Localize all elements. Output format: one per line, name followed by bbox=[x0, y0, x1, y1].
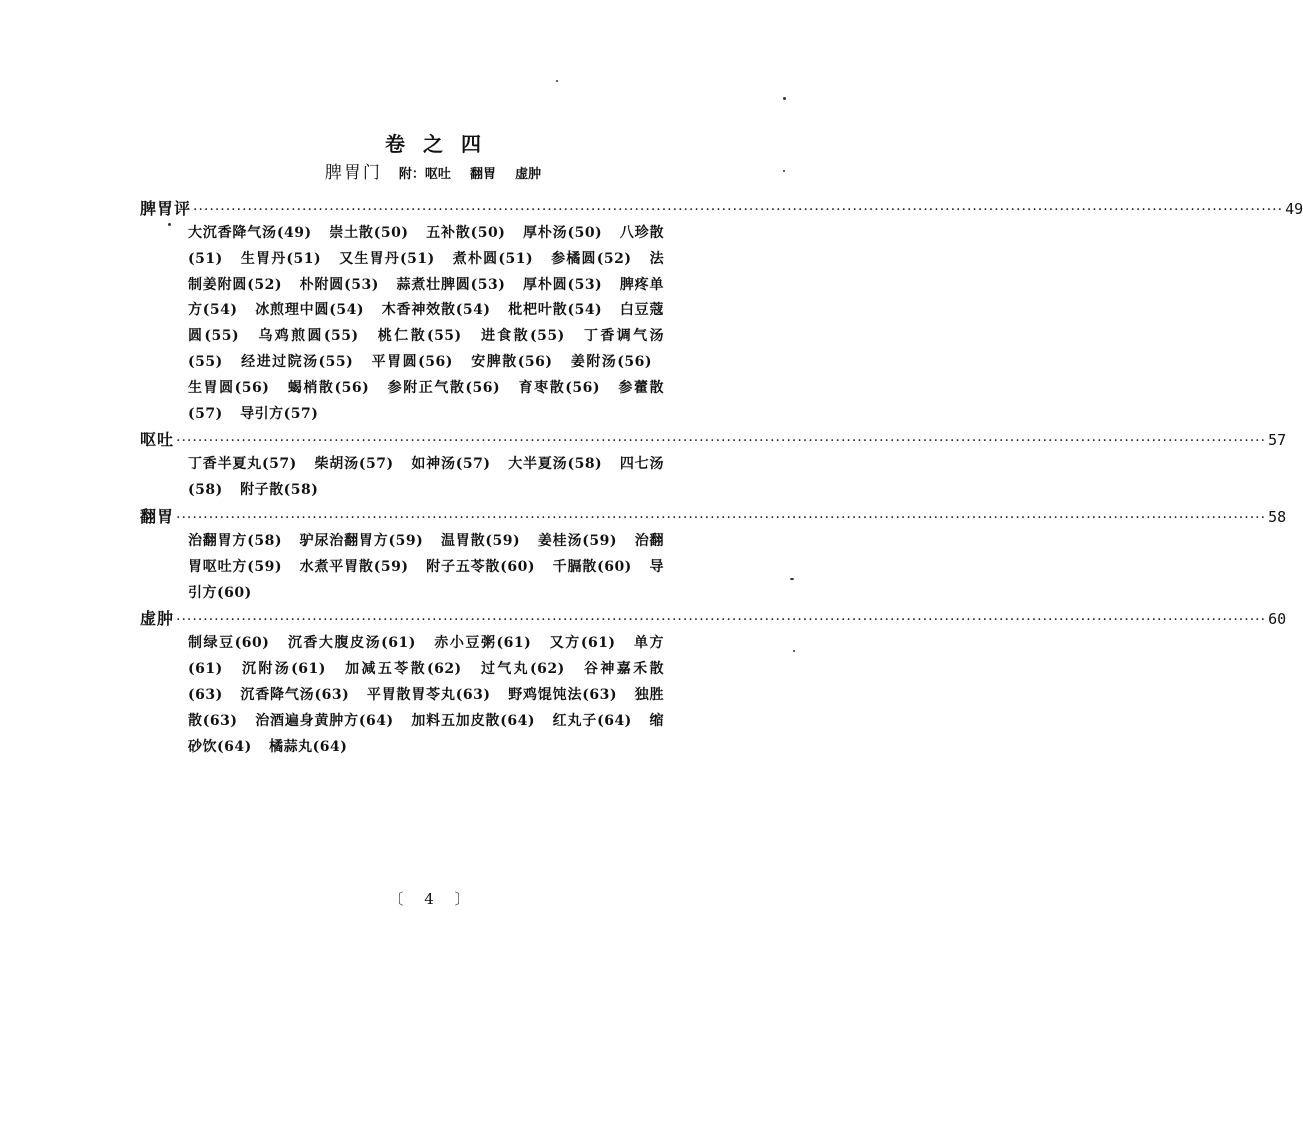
recipe-item: 驴尿治翻胃方(59) bbox=[299, 532, 424, 549]
table-of-contents bbox=[140, 196, 1303, 760]
recipe-item: 沉香大腹皮汤(61) bbox=[287, 635, 416, 652]
dot-leader: ········································································································································································································ bbox=[176, 509, 1267, 526]
recipe-item: 单方(61) bbox=[188, 635, 665, 678]
scan-speck bbox=[783, 97, 786, 100]
section-title: 脾胃门 bbox=[324, 163, 382, 183]
recipe-item: 姜桂汤(59) bbox=[537, 532, 617, 549]
recipe-item: 野鸡馄饨法(63) bbox=[508, 686, 617, 703]
recipe-item: 红丸子(64) bbox=[552, 712, 632, 729]
recipe-item: 枇杷叶散(54) bbox=[508, 302, 603, 319]
recipe-item: 乌鸡煎圆(55) bbox=[258, 328, 359, 345]
recipe-item: 大半夏汤(58) bbox=[508, 456, 603, 473]
recipe-item: 治酒遍身黄肿方(64) bbox=[255, 712, 394, 729]
scan-speck bbox=[793, 650, 795, 652]
recipe-item: 附子散(58) bbox=[240, 482, 319, 499]
recipe-item: 经进过院汤(55) bbox=[241, 353, 354, 370]
toc-entry bbox=[140, 504, 1287, 606]
scan-speck bbox=[556, 80, 558, 82]
recipe-item: 沉香降气汤(63) bbox=[240, 686, 350, 703]
toc-entry-heading bbox=[140, 196, 1303, 221]
recipe-item: 蒜煮壮脾圆(53) bbox=[396, 276, 506, 293]
recipe-list bbox=[188, 631, 664, 760]
recipe-item: 桃仁散(55) bbox=[377, 328, 462, 345]
toc-entry bbox=[140, 606, 1287, 760]
recipe-item: 过气丸(62) bbox=[480, 661, 565, 678]
recipe-item: 柴胡汤(57) bbox=[314, 456, 394, 473]
recipe-item: 又生胃丹(51) bbox=[339, 250, 435, 267]
recipe-item: 安脾散(56) bbox=[471, 353, 553, 370]
recipe-item: 治翻胃呕吐方(59) bbox=[188, 532, 664, 575]
toc-entry-page: 57 bbox=[1268, 431, 1287, 450]
recipe-item: 大沉香降气汤(49) bbox=[188, 225, 312, 241]
recipe-item: 丁香调气汤(55) bbox=[188, 328, 665, 370]
recipe-item: 丁香半夏丸(57) bbox=[188, 456, 297, 473]
toc-entry-page: 60 bbox=[1268, 610, 1287, 629]
scan-speck bbox=[168, 223, 171, 226]
toc-entry-title: 翻胃 bbox=[140, 506, 175, 526]
recipe-list bbox=[188, 452, 664, 504]
recipe-item: 加减五苓散(62) bbox=[345, 661, 462, 678]
recipe-list bbox=[188, 529, 664, 606]
recipe-item: 进食散(55) bbox=[480, 328, 565, 345]
recipe-item: 参橘圆(52) bbox=[551, 250, 632, 267]
recipe-item: 参藿散(57) bbox=[188, 379, 665, 422]
toc-entry-title: 呕吐 bbox=[140, 430, 175, 450]
recipe-item: 八珍散(51) bbox=[188, 225, 664, 267]
toc-entry-page: 58 bbox=[1268, 507, 1287, 526]
recipe-item: 千膈散(60) bbox=[552, 558, 632, 575]
recipe-item: 导引方(60) bbox=[188, 558, 664, 601]
recipe-item: 五补散(50) bbox=[426, 225, 506, 241]
recipe-item: 四七汤(58) bbox=[188, 456, 664, 499]
volume-title: 卷之四 bbox=[385, 132, 499, 156]
recipe-item: 缩砂饮(64) bbox=[188, 712, 664, 755]
recipe-item: 煮朴圆(51) bbox=[452, 250, 534, 267]
appendix-item: 虚肿 bbox=[515, 167, 542, 182]
recipe-item: 如神汤(57) bbox=[411, 456, 491, 473]
recipe-item: 姜附汤(56) bbox=[570, 353, 653, 370]
recipe-item: 参附正气散(56) bbox=[387, 379, 501, 396]
recipe-item: 加料五加皮散(64) bbox=[411, 712, 535, 729]
recipe-item: 橘蒜丸(64) bbox=[269, 738, 348, 755]
toc-entry-page: 49 bbox=[1285, 200, 1303, 218]
recipe-list bbox=[188, 221, 664, 427]
appendix-label: 附：呕吐 bbox=[398, 167, 451, 182]
recipe-item: 导引方(57) bbox=[240, 405, 319, 422]
recipe-item: 生胃圆(56) bbox=[188, 379, 270, 396]
recipe-item: 木香神效散(54) bbox=[381, 302, 491, 319]
toc-entry-heading bbox=[140, 504, 1287, 529]
toc-entry-title: 脾胃评 bbox=[140, 199, 192, 218]
recipe-item: 朴附圆(53) bbox=[299, 276, 379, 293]
dot-leader: ········································································································································································································ bbox=[176, 612, 1267, 629]
toc-entry bbox=[140, 427, 1287, 504]
recipe-item: 白豆蔻圆(55) bbox=[188, 302, 664, 345]
recipe-item: 平胃散胃苓丸(63) bbox=[366, 686, 491, 703]
dot-leader: ········································································································································································································ bbox=[193, 202, 1284, 218]
recipe-item: 平胃圆(56) bbox=[371, 353, 453, 370]
toc-entry-title: 虚肿 bbox=[140, 609, 175, 629]
toc-entry bbox=[140, 196, 1303, 427]
scan-speck bbox=[783, 170, 785, 172]
toc-entry-heading bbox=[140, 427, 1287, 452]
recipe-item: 又方(61) bbox=[549, 635, 616, 652]
toc-entry-heading bbox=[140, 606, 1287, 631]
recipe-item: 冰煎理中圆(54) bbox=[255, 302, 365, 319]
recipe-item: 温胃散(59) bbox=[440, 532, 521, 549]
recipe-item: 崇土散(50) bbox=[329, 225, 409, 241]
recipe-item: 脾疼单方(54) bbox=[188, 276, 664, 319]
recipe-item: 法制姜附圆(52) bbox=[188, 250, 665, 293]
recipe-item: 厚朴汤(50) bbox=[523, 225, 603, 241]
recipe-item: 谷神嘉禾散(63) bbox=[188, 661, 665, 703]
recipe-item: 制绿豆(60) bbox=[188, 635, 270, 652]
dot-leader: ········································································································································································································ bbox=[176, 433, 1267, 450]
recipe-item: 沉附汤(61) bbox=[241, 661, 326, 678]
recipe-item: 育枣散(56) bbox=[518, 379, 600, 396]
recipe-item: 水煮平胃散(59) bbox=[299, 558, 409, 575]
recipe-item: 生胃丹(51) bbox=[240, 250, 322, 267]
appendix-item: 翻胃 bbox=[470, 167, 497, 182]
recipe-item: 赤小豆粥(61) bbox=[434, 635, 532, 652]
scan-speck bbox=[790, 578, 794, 580]
recipe-item: 附子五苓散(60) bbox=[426, 558, 535, 575]
recipe-item: 厚朴圆(53) bbox=[523, 276, 603, 293]
recipe-item: 治翻胃方(58) bbox=[188, 532, 282, 549]
recipe-item: 蝎梢散(56) bbox=[287, 379, 370, 396]
section-header bbox=[0, 158, 866, 183]
recipe-item: 独胜散(63) bbox=[188, 686, 664, 729]
page-number: 〔 4 〕 bbox=[388, 890, 478, 908]
